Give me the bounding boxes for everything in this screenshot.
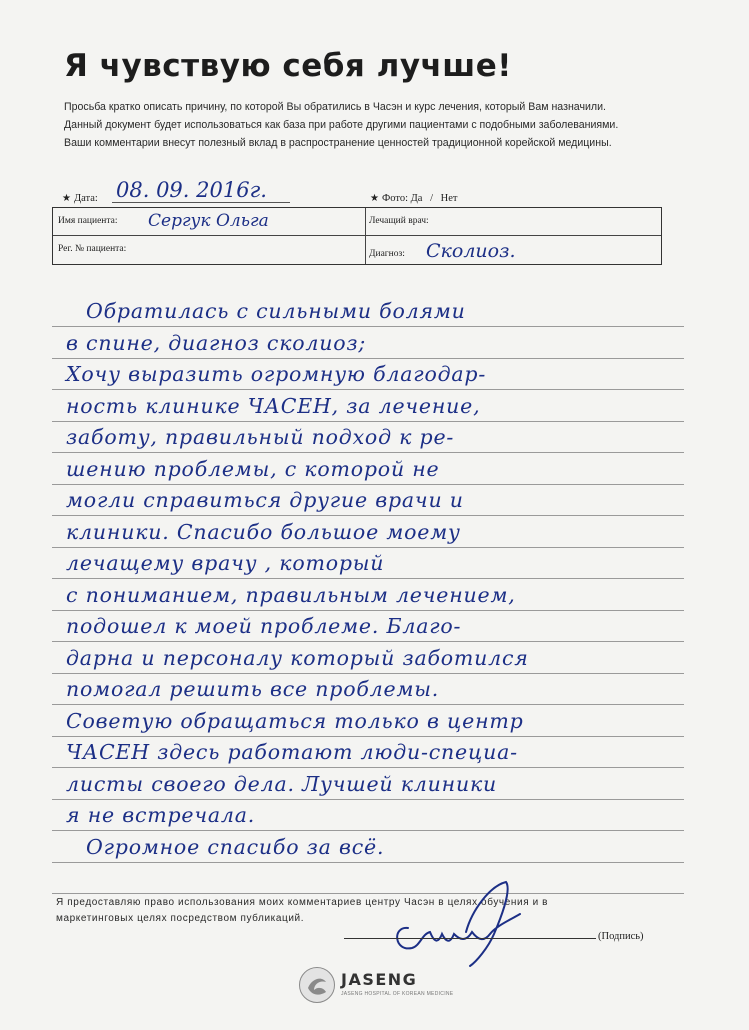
comment-text-line: могли справиться другие врачи и: [66, 488, 464, 512]
star-icon: ★: [62, 193, 71, 204]
consent-text: [56, 895, 676, 927]
comment-text-line: Обратилась с сильными болями: [86, 299, 466, 323]
patient-info-table: [52, 207, 662, 265]
form-title: Я чувствую себя лучше!: [64, 48, 512, 84]
comment-text-line: листы своего дела. Лучшей клиники: [66, 771, 497, 796]
consent-line: маркетинговых целях посредством публикаций.: [56, 913, 305, 924]
ruled-line: [52, 610, 684, 611]
ruled-line: [52, 358, 684, 359]
patient-name-label: Имя пациента:: [58, 216, 118, 226]
ruled-line: [52, 862, 684, 863]
date-label: Дата:: [73, 193, 98, 204]
comment-text-line: заботу, правильный подход к ре-: [66, 425, 455, 449]
ruled-line: [52, 389, 684, 390]
ruled-line: [52, 421, 684, 422]
ruled-line: [52, 326, 684, 327]
comment-text-line: Советую обращаться только в центр: [66, 708, 524, 733]
ruled-line: [52, 673, 684, 674]
signature-mark: [380, 870, 530, 970]
comment-text-line: помогал решить все проблемы.: [66, 677, 440, 701]
signature-label: (Подпись): [598, 931, 644, 942]
ruled-line: [52, 578, 684, 579]
signature-line[interactable]: [344, 938, 596, 939]
comment-text-line: ЧАСЕН здесь работают люди-специа-: [66, 740, 518, 764]
star-icon: ★: [370, 193, 379, 204]
logo-emblem-icon: [299, 967, 335, 1003]
intro-line: Данный документ будет использоваться как база при работе другими пациентами с подобными заболеваниями.: [64, 119, 619, 131]
ruled-line: [52, 547, 684, 548]
ruled-line: [52, 830, 684, 831]
ruled-line: [52, 704, 684, 705]
comment-text-line: клиники. Спасибо большое моему: [66, 519, 461, 544]
doctor-label: Лечащий врач:: [369, 216, 429, 226]
ruled-line: [52, 893, 684, 894]
ruled-line: [52, 641, 684, 642]
photo-yes-option[interactable]: Да: [410, 193, 423, 204]
consent-line: Я предоставляю право использования моих комментариев центру Часэн в целях обучения и в: [56, 897, 549, 908]
ruled-line: [52, 452, 684, 453]
ruled-line: [52, 515, 684, 516]
comment-text-line: Хочу выразить огромную благодар-: [66, 362, 487, 386]
logo-name: JASENG: [341, 970, 418, 989]
photo-field: [370, 193, 457, 204]
ruled-line: [52, 736, 684, 737]
patient-name-value[interactable]: Сергук Ольга: [148, 211, 269, 231]
diagnosis-label: Диагноз:: [369, 249, 405, 259]
comment-text-line: ность клинике ЧАСЕН, за лечение,: [66, 393, 481, 418]
photo-no-option[interactable]: Нет: [440, 193, 458, 204]
diagnosis-value[interactable]: Сколиоз.: [426, 240, 516, 262]
comment-text-line: с пониманием, правильным лечением,: [66, 582, 516, 607]
date-value[interactable]: 08. 09. 2016г.: [116, 178, 267, 202]
comment-text-line: подошел к моей проблеме. Благо-: [66, 614, 462, 638]
intro-line: Ваши комментарии внесут полезный вклад в распространение ценностей традиционной корейской медицины.: [64, 137, 612, 149]
logo-subtitle: JASENG HOSPITAL OF KOREAN MEDICINE: [341, 991, 454, 997]
comment-text-line: я не встречала.: [66, 803, 256, 827]
date-underline: [112, 202, 290, 203]
photo-label: Фото:: [381, 193, 408, 204]
intro-text: [64, 98, 704, 152]
ruled-line: [52, 767, 684, 768]
photo-separator: /: [430, 193, 433, 204]
comment-text-line: лечащему врачу , который: [66, 551, 385, 575]
reg-number-label: Рег. № пациента:: [58, 244, 127, 254]
ruled-line: [52, 799, 684, 800]
comment-text-line: шению проблемы, с которой не: [66, 456, 440, 481]
date-field: [62, 193, 98, 204]
intro-line: Просьба кратко описать причину, по которой Вы обратились в Часэн и курс лечения, который Вам назначили.: [64, 101, 606, 113]
comment-text-line: Огромное спасибо за всё.: [86, 834, 385, 859]
comment-text-line: дарна и персоналу который заботился: [66, 645, 529, 670]
comment-text-line: в спине, диагноз сколиоз;: [66, 330, 367, 355]
ruled-line: [52, 484, 684, 485]
